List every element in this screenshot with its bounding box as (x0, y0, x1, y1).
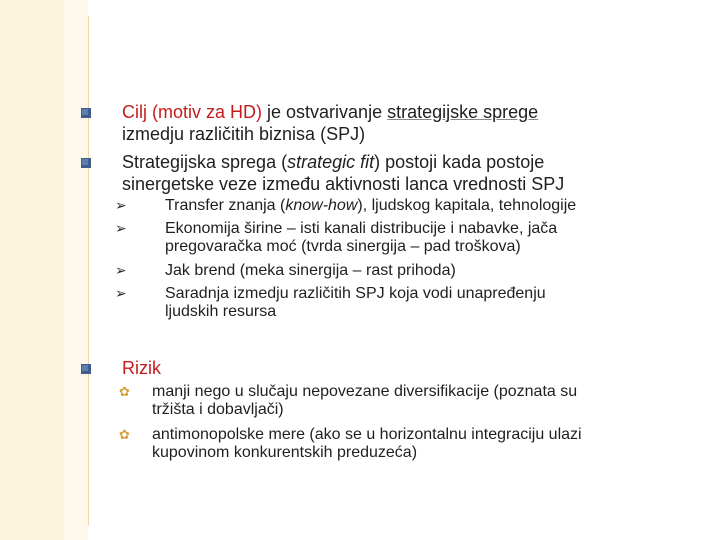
risk-item-1-line2: tržišta i dobavljači) (152, 401, 284, 418)
risk-item-2-line2: kupovinom konkurentskih preduzeća) (152, 444, 418, 461)
goal-text: je ostvarivanje (262, 102, 388, 122)
goal-highlight: Cilj (motiv za HD) (122, 102, 263, 122)
bullet-strategic-fit-line2: sinergetske veze između aktivnosti lanca vrednosti SPJ (122, 174, 565, 194)
square-bullet-icon (81, 158, 91, 168)
risk-item-2: ✿ antimonopolske mere (ako se u horizontalnu integraciju ulazi (119, 426, 582, 443)
fit-pre: Strategijska sprega ( (122, 152, 288, 172)
flower-bullet-icon: ✿ (119, 428, 130, 443)
fit-post: ) postoji kada postoje (374, 152, 545, 172)
fit-italic: strategic fit (287, 152, 375, 172)
risk-item-1: ✿ manji nego u slučaju nepovezane diversifikacije (poznata su (119, 383, 578, 400)
risk-title: Rizik (122, 358, 161, 378)
arrow-bullet-icon: ➢ (115, 286, 127, 302)
square-bullet-icon (81, 364, 91, 374)
sub-bullet-brand: ➢ Jak brend (meka sinergija – rast prihoda) (115, 262, 456, 279)
bullet-goal-line2: izmedju različitih biznisa (SPJ) (122, 124, 366, 144)
arrow-bullet-icon: ➢ (115, 221, 127, 237)
sub-bullet-cooperation-line2: ljudskih resursa (165, 303, 277, 320)
sub-bullet-transfer: ➢ Transfer znanja (know-how), ljudskog kapitala, tehnologije (115, 197, 577, 214)
bullet-goal (122, 102, 538, 122)
sub-bullet-cooperation: ➢ Saradnja izmedju različitih SPJ koja vodi unapređenju (115, 285, 546, 302)
sub-bullet-economy-line2: pregovaračka moć (tvrda sinergija – pad troškova) (165, 238, 521, 255)
bullet-strategic-fit (122, 152, 544, 172)
arrow-bullet-icon: ➢ (115, 198, 127, 214)
bullet-risk (122, 358, 161, 378)
square-bullet-icon (81, 108, 91, 118)
arrow-bullet-icon: ➢ (115, 263, 127, 279)
flower-bullet-icon: ✿ (119, 385, 130, 400)
goal-underlined: strategijske sprege (387, 102, 539, 122)
sub-bullet-economy: ➢ Ekonomija širine – isti kanali distribucije i nabavke, jača (115, 220, 558, 237)
